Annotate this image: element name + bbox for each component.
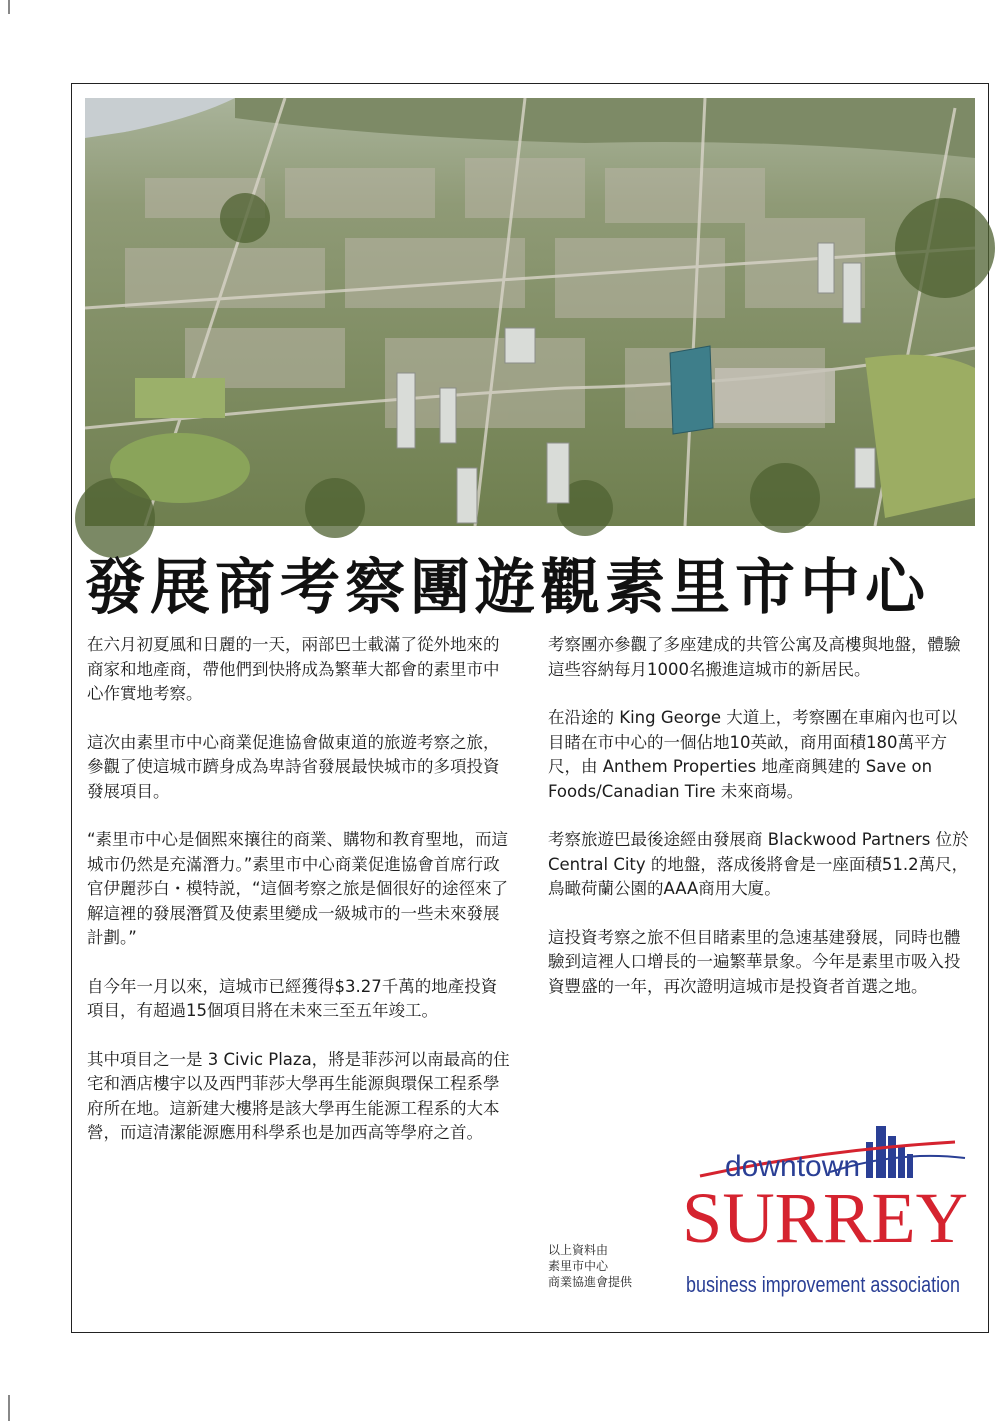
article-left-column: [87, 633, 512, 1170]
article-headline: 發展商考察團遊觀素里市中心: [85, 553, 930, 623]
paragraph: 自今年一月以來，這城市已經獲得$3.27千萬的地產投資項目，有超過15個項目將在未來三至五年竣工。: [87, 976, 498, 1020]
paragraph: 考察旅遊巴最後途經由發展商 Blackwood Partners 位於 Central City 的地盤，落成後將會是一座面積51.2萬尺，鳥瞰荷蘭公園的AAA商用大廈。: [548, 830, 969, 898]
aerial-photo-illustration: [85, 98, 975, 526]
article-right-column: [548, 633, 973, 1023]
logo-downtown: downtown: [725, 1150, 861, 1183]
credit-line: 以上資料由: [548, 1243, 609, 1257]
credit-line: 商業協進會提供: [548, 1275, 633, 1289]
source-credit: [548, 1242, 668, 1290]
logo-surrey: SURREY: [682, 1178, 968, 1258]
paragraph: 其中項目之一是 3 Civic Plaza，將是菲莎河以南最高的住宅和酒店樓宇以及西門菲莎大學再生能源與環保工程系學府所在地。這新建大樓將是該大學再生能源工程系的大本營，而這清潔能源應用科學系也是加西高等學府之首。: [87, 1049, 510, 1142]
page-edge-mark: [8, 0, 10, 14]
logo-graphic: [680, 1120, 970, 1305]
paragraph: 考察團亦參觀了多座建成的共管公寓及高樓與地盤，體驗這些容納每月1000名搬進這城市的新居民。: [548, 635, 961, 679]
paragraph: 在六月初夏風和日麗的一天，兩部巴士載滿了從外地來的商家和地產商，帶他們到快將成為繁華大都會的素里市中心作實地考察。: [87, 635, 500, 703]
logo-tagline: business improvement association: [686, 1272, 960, 1297]
page-edge-mark: [8, 1395, 10, 1421]
credit-line: 素里市中心: [548, 1259, 609, 1273]
paragraph: 在沿途的 King George 大道上，考察團在車廂內也可以目睹在市中心的一個佔地10英畝，商用面積180萬平方尺，由 Anthem Properties 地產商興建的 Save on Foods/Canadian Tire 未來商場。: [548, 708, 958, 801]
paragraph: 這次由素里市中心商業促進協會做東道的旅遊考察之旅，參觀了使這城市躋身成為卑詩省發展最快城市的多項投資發展項目。: [87, 732, 500, 801]
aerial-city-photo: [85, 98, 975, 526]
downtown-surrey-logo: [680, 1120, 970, 1305]
paragraph: 這投資考察之旅不但目睹素里的急速基建發展，同時也體驗到這裡人口增長的一遍繁華景象。今年是素里市吸入投資豐盛的一年，再次證明這城市是投資者首選之地。: [548, 927, 961, 996]
skyline-icon: [866, 1126, 913, 1178]
paragraph: “素里市中心是個熙來攘往的商業、購物和教育聖地，而這城市仍然是充滿潛力。”素里市中心商業促進協會首席行政官伊麗莎白・模特説，“這個考察之旅是個很好的途徑來了解這裡的發展潛質及使素里變成一級城市的一些未來發展計劃。”: [87, 830, 509, 947]
